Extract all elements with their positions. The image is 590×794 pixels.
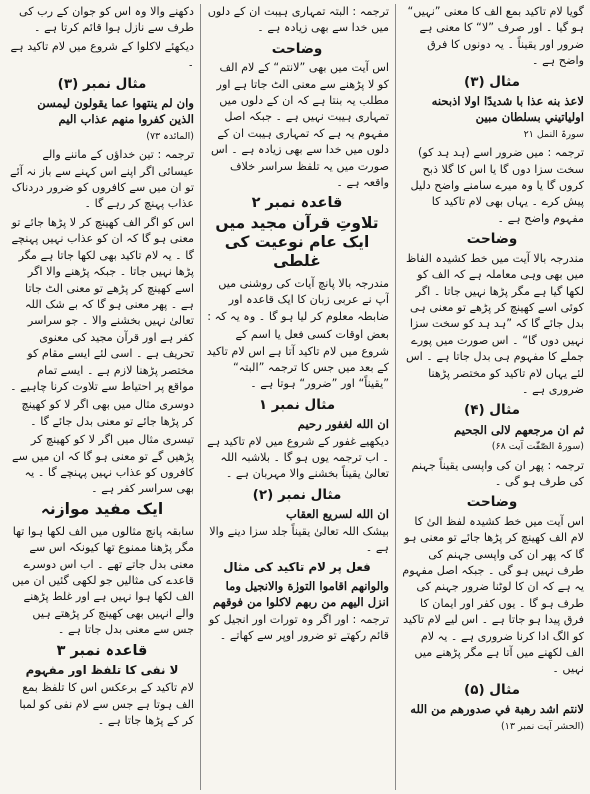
arabic-verse: وان لم ينتهوا عما يقولون ليمسن الذين كفروا منهم عذاب اليم <box>37 96 194 127</box>
paragraph: دکھنے والا وہ اس کو جوان کے رب کی طرف سے نازل ہوا قائم کرتا ہے ۔ <box>18 5 194 35</box>
paragraph: دیکھیے غفور کے شروع میں لام تاکید ہے ۔ اب ترجمہ یوں ہو گا ۔ بلاشبہ اللہ تعالیٰ یقیناً بخشنے والا مہربان ہے ۔ <box>207 434 389 481</box>
arabic-verse: لاعذ بنه عذا با شديدًا اولا اذبحنه اولياتيني بسلطان مبين <box>431 94 584 125</box>
paragraph: دوسری مثال میں بھی اگر لا کو کھینچ کر پڑھا جائے تو معنی بدل جائے گا ۔ <box>21 398 194 428</box>
paragraph: ترجمہ : تین خداؤں کے ماننے والے عیسائی اگر اپنے اس کہنے سے باز نہ آئے تو ان میں سے کافروں کو ضرور دردناک عذاب پہنچ کر رہے گا ۔ <box>10 148 194 211</box>
paragraph: سابقہ پانچ مثالوں میں الف لکھا ہوا تھا مگر پڑھنا ممنوع تھا کیونکہ اس سے معنی بدل جاتے تھے ۔ اب اس دوسرے قاعدے کی مثالیں جو لکھی گئیں ان میں الف لکھا ہوا نہیں ہے اور غلط پڑھنے والے انہیں بھی کھینچ کر پڑھتے ہیں جس سے معنی بدل جاتا ہے ۔ <box>11 524 194 637</box>
section-heading: وضاحت <box>466 494 518 511</box>
paragraph: تیسری مثال میں اگر لا کو کھینچ کر پڑھیں گے تو معنی ہو گا کہ ان میں سے کافروں کو عذاب نہیں پہنچے گا ۔ یہ بھی سراسر کفر ہے ۔ <box>11 433 194 496</box>
section-heading: مثال (۴) <box>464 402 520 419</box>
paragraph: اس آیت میں خط کشیدہ لفظ الیٰ کا لام الف کھینچ کر پڑھا جائے تو معنی ہو گا کہ پھر ان کی واپسی جہنم کی طرف نہیں ہو گی ۔ جبکہ اصل مفہوم یہ ہے کہ ان کا لوٹنا ضرور جہنم کی طرف ہو گا ۔ یوں کفر اور ایمان کا فرق پیدا ہو جاتا ہے ۔ اس لیے لام تاکید کو الگ ادا کرنا ضروری ہے ۔ یہ لام الف لکھنے میں آتا ہے مگر پڑھنے میں نہیں ۔ <box>402 514 584 676</box>
section-heading: وضاحت <box>271 40 323 57</box>
section-heading: مثال نمبر ۱ <box>258 396 336 413</box>
arabic-verse: ان الله لغفور رحيم <box>297 417 389 432</box>
paragraph: ترجمہ : پھر ان کی واپسی یقیناً جہنم کی طرف ہو گی ۔ <box>411 458 584 488</box>
paragraph: دیکھئے لاکلوا کے شروع میں لام تاکید ہے ۔ <box>10 39 194 70</box>
paragraph: گویا لام تاکید بمع الف کا معنی ”نہیں“ ہو گیا ۔ اور صرف ”لا“ کا معنی ہے ضرور اور یقیناً ۔ یہ دونوں کا فرق واضح ہے ۔ <box>407 5 584 68</box>
paragraph: ترجمہ : اور اگر وہ تورات اور انجیل کو قائم رکھتے تو ضرور اوپر سے کھاتے ۔ <box>208 612 389 642</box>
section-heading: مثال نمبر (۲) <box>252 486 342 503</box>
paragraph: بعض اوقات کسی فعل یا اسم کے شروع میں لام تاکید آتا ہے اس لام تاکید کے بعد میں جس کا ترجمہ ”البتہ“ ”یقیناً“ اور ”ضرور“ ہوتا ہے ۔ <box>206 328 389 391</box>
section-heading: وضاحت <box>466 231 518 248</box>
section-heading: مثال (۵) <box>464 681 520 698</box>
paragraph: مندرجہ بالا آیت میں خط کشیدہ الفاظ میں بھی وہی معاملہ ہے کہ الف کو لکھا گیا ہے مگر پڑھا نہیں جاتا ۔ اگر کوئی اسے کھینچ کر پڑھے تو معنی ہی بدل جائے گا کہ ”ہد ہد کو سخت سزا نہیں دوں گا“ ۔ اس صورت میں پورے جملے کا مفہوم ہی بدل جاتا ہے ۔ اس لئے یہاں لام تاکید کو مختصر پڑھنا ضروری ہے ۔ <box>405 251 584 396</box>
column-right <box>395 4 584 790</box>
paragraph: لام تاکید کے برعکس اس کا تلفظ بمع الف ہوتا ہے جس سے لام نفی کو لمبا کر کے پڑھا جاتا ہے ۔ <box>19 681 194 728</box>
arabic-verse: ثم ان مرجعهم لالى الجحيم <box>454 422 584 437</box>
column-left <box>6 4 194 790</box>
paragraph: ترجمہ : البتہ تمہاری ہیبت ان کے دلوں میں خدا سے بھی زیادہ ہے ۔ <box>207 5 389 35</box>
verse-citation: (سورۃ الصّٰفّٰت آیت ۶۸) <box>491 441 584 453</box>
arabic-verse: ان الله لسريع العقاب <box>286 507 389 522</box>
rule-heading: قاعدہ نمبر ۲ <box>251 195 343 212</box>
paragraph: بیشک اللہ تعالیٰ یقیناً جلد سزا دینے والا ہے ۔ <box>209 524 389 554</box>
subheading: لا نفی کا تلفظ اور مفہوم <box>25 663 179 678</box>
rule-heading: قاعدہ نمبر ۳ <box>56 642 148 659</box>
column-middle <box>200 4 389 790</box>
section-heading: مثال (۳) <box>464 73 520 90</box>
verse-citation: سورۃ النمل ۲۱ <box>523 128 584 140</box>
paragraph: مندرجہ بالا پانچ آیات کی روشنی میں آپ نے عربی زبان کا ایک قاعدہ اور ضابطہ معلوم کر لیا ہو گا ۔ وہ یہ کہ : <box>207 276 389 323</box>
arabic-verse: لانتم اشد رهبة في صدورهم من الله <box>410 702 584 717</box>
subheading: فعل پر لام تاکید کی مثال <box>223 560 371 575</box>
arabic-verse: والوانهم اقاموا التورٰة والانجيل وما انزل اليهم من ربهم لاكلوا من فوقهم <box>212 578 389 610</box>
topic-title: ایک مفید موازنہ <box>40 499 164 518</box>
paragraph: ترجمہ : میں ضرور اسے (ہد ہد کو) سخت سزا دوں گا یا اس کا گلا ذبح کروں گا یا وہ میرے سامنے واضح دلیل پیش کرے ۔ یہاں بھی لام تاکید کا مفہوم واضح ہے ۔ <box>410 146 584 225</box>
topic-title: تلاوتِ قرآن مجید میں ایک عام نوعیت کی غلطی <box>215 213 379 270</box>
verse-citation: (المائدہ ۷۳) <box>146 130 194 142</box>
verse-citation: (الحشر آیت نمبر ۱۳) <box>501 720 584 732</box>
paragraph: اس کو اگر الف کھینچ کر لا پڑھا جائے تو معنی ہو گا کہ ان کو عذاب نہیں پہنچے گا ۔ یہ لام تاکید بھی لکھا جاتا ہے مگر پڑھا نہیں جاتا ۔ جبکہ پڑھنے والا اگر اسے کھینچ کر پڑھے تو معنی الٹ جاتا ہے ۔ پھر معنی ہو گا کہ بے شک اللہ تعالیٰ نہیں بخشنے والا ۔ جو سراسر کفر ہے اور قرآن مجید کی معنوی تحریف ہے ۔ اسی لئے ایسے مقام کو مختصر پڑھنا لازم ہے ۔ ایسے تمام مواقع پر احتیاط سے تلاوت کرنا چاہیے ۔ <box>10 215 194 393</box>
paragraph: اس آیت میں بھی ”لانتم“ کے لام الف کو لا پڑھنے سے معنی الٹ جاتا ہے اور مطلب یہ بنتا ہے کہ ان کے دلوں میں تمہاری ہیبت نہیں ہے ۔ جبکہ اصل مفہوم یہ ہے کہ تمہاری ہیبت ان کے دلوں میں خدا سے بھی زیادہ ہے ۔ اس صورت میں یہ تلفظ سراسر خلاف واقعہ ہے ۔ <box>210 61 389 190</box>
section-heading: مثال نمبر (۳) <box>57 75 147 92</box>
